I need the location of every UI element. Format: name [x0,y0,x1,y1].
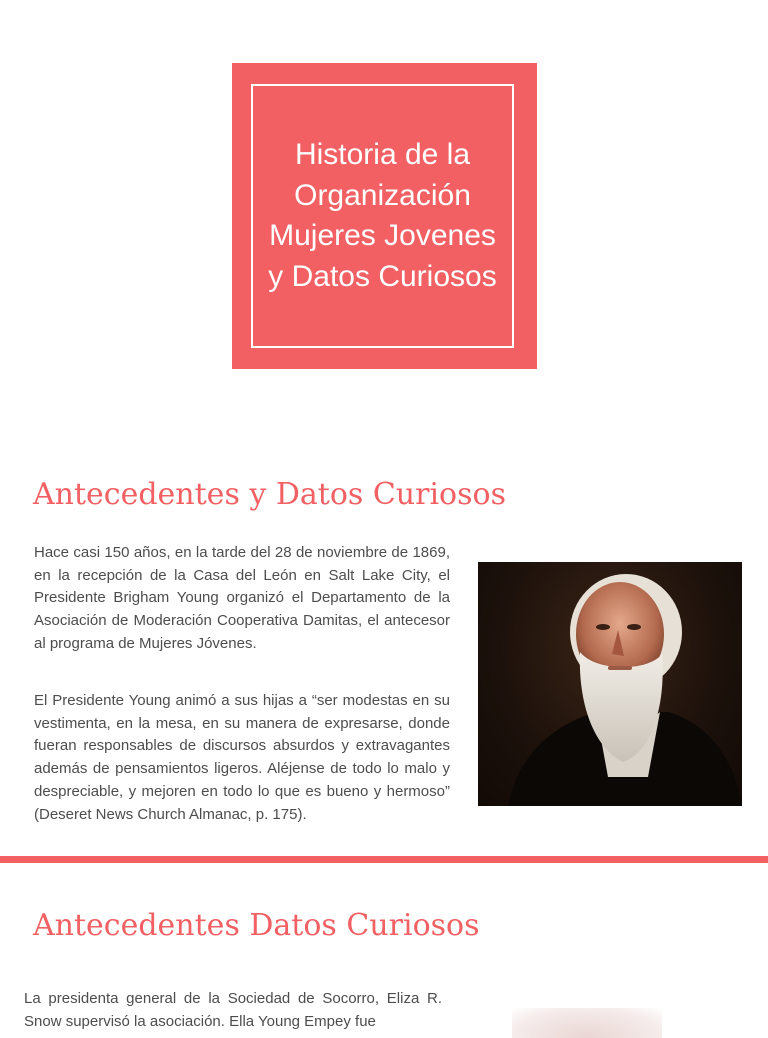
section-divider [0,856,768,863]
paragraph: La presidenta general de la Sociedad de Socorro, Eliza R. Snow supervisó la asociación. Ella Young Empey fue [24,990,442,1030]
brigham-young-portrait [478,562,742,806]
title-frame [251,84,514,348]
section-heading: Antecedentes y Datos Curiosos [33,477,506,512]
second-portrait [512,1008,662,1038]
portrait-illustration [478,562,742,806]
paragraph: El Presidente Young animó a sus hijas a “ser modestas en su vestimenta, en la mesa, en su manera de expresarse, donde fueran responsables de discursos absurdos y extravagantes además de pensamientos ligeros. Aléjense de todo lo malo y despreciable, y mejoren en todo lo que es bueno y hermoso” (Deseret News Church Almanac, p. 175). [34,692,450,823]
section-heading: Antecedentes Datos Curiosos [33,908,480,943]
title-box [232,63,537,369]
document-title: Historia de la Organización Mujeres Jovenes y Datos Curiosos [268,138,497,293]
paragraph: Hace casi 150 años, en la tarde del 28 de noviembre de 1869, en la recepción de la Casa del León en Salt Lake City, el Presidente Brigham Young organizó el Departamento de la Asociación de Moderación Cooperativa Damitas, el antecesor al programa de Mujeres Jóvenes. [34,544,450,652]
